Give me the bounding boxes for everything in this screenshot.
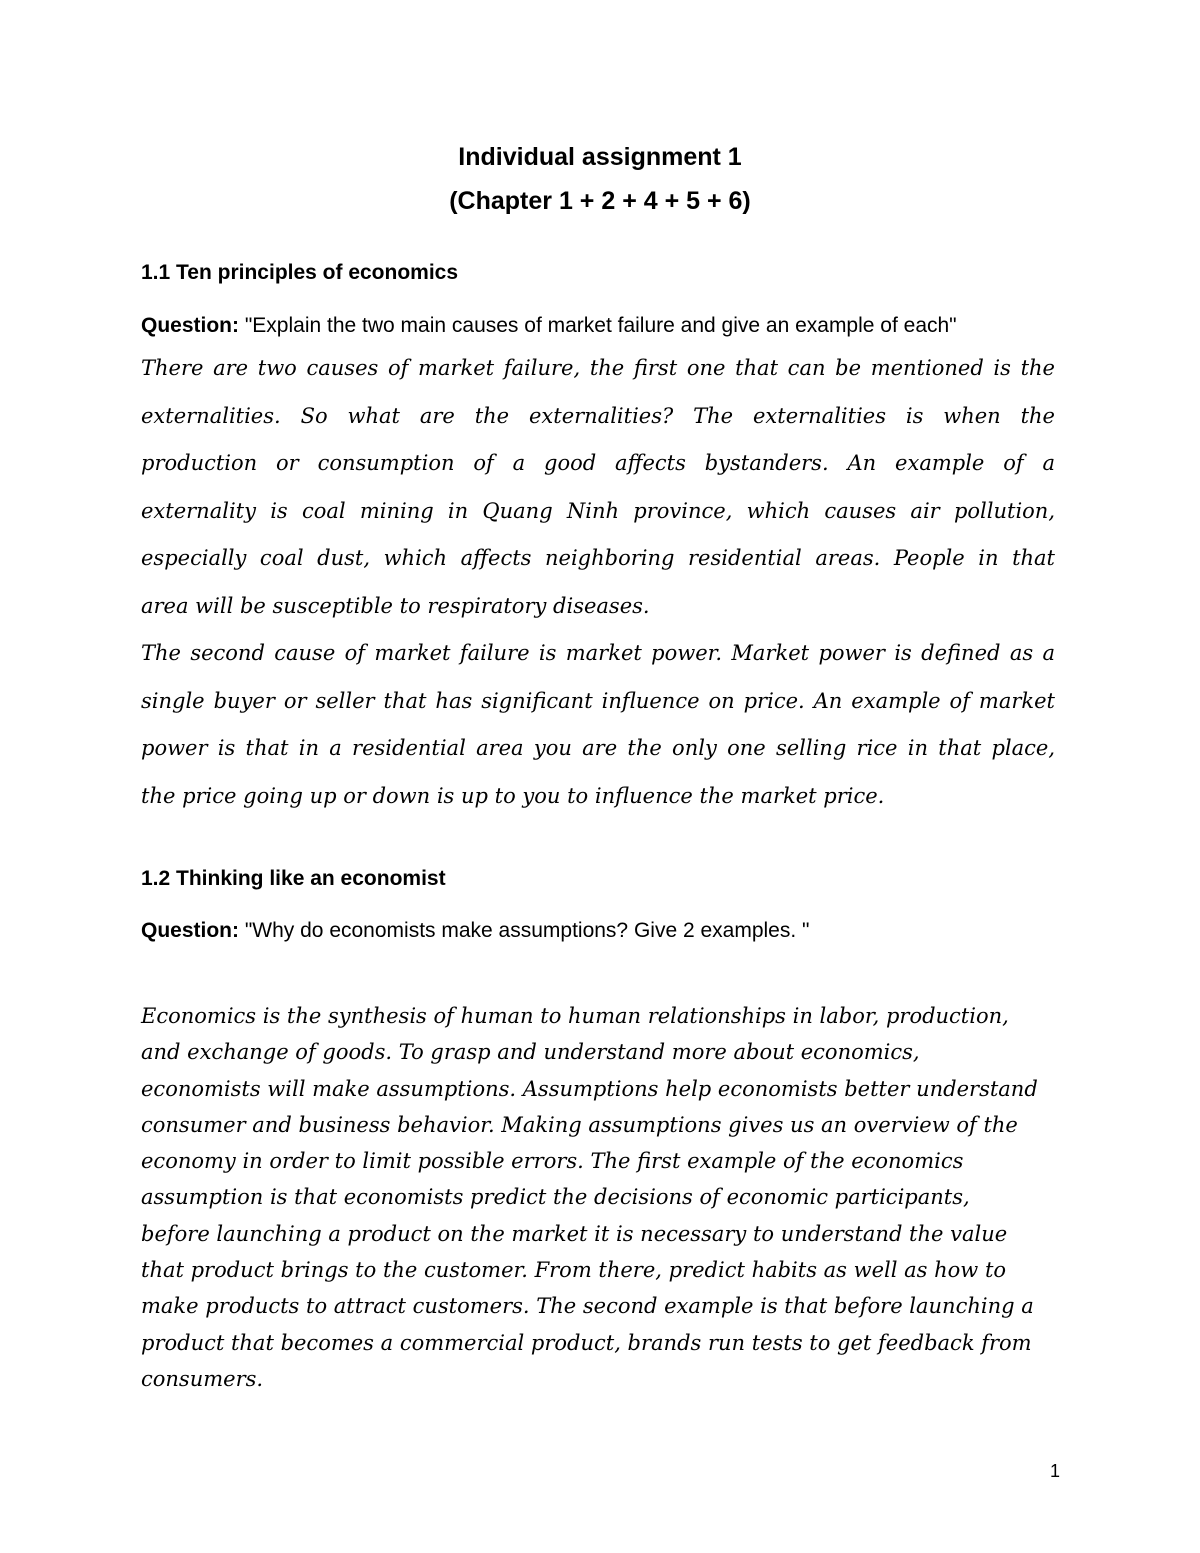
answer-line: area will be susceptible to respiratory diseases. <box>141 593 650 618</box>
question-text: "Explain the two main causes of market failure and give an example of each" <box>239 314 957 337</box>
answer-1-2 <box>141 998 1055 1397</box>
answer-line: production or consumption of a good affects bystanders. An example of a <box>141 451 1055 475</box>
section-heading-1-2: 1.2 Thinking like an economist <box>141 867 446 890</box>
answer-line: consumer and business behavior. Making assumptions gives us an overview of the <box>141 1112 1018 1137</box>
answer-line: especially coal dust, which affects neighboring residential areas. People in that <box>141 546 1055 570</box>
answer-line: externalities. So what are the externalities? The externalities is when the <box>141 403 1055 428</box>
answer-line: economists will make assumptions. Assumptions help economists better understand <box>141 1076 1038 1101</box>
document-subtitle: (Chapter 1 + 2 + 4 + 5 + 6) <box>449 187 751 215</box>
page-number: 1 <box>1049 1461 1060 1481</box>
answer-line: the price going up or down is up to you to influence the market price. <box>141 783 885 808</box>
answer-line: The second cause of market failure is market power. Market power is defined as a <box>141 641 1055 665</box>
document-title: Individual assignment 1 <box>458 143 742 171</box>
answer-line: and exchange of goods. To grasp and understand more about economics, <box>141 1040 920 1065</box>
answer-1-1 <box>141 345 1055 820</box>
answer-line: economy in order to limit possible errors. The first example of the economics <box>141 1149 964 1174</box>
answer-line: make products to attract customers. The second example is that before launching a <box>141 1294 1034 1319</box>
answer-line: product that becomes a commercial product, brands run tests to get feedback from <box>141 1330 1032 1355</box>
question-1-1 <box>141 313 957 339</box>
answer-line: power is that in a residential area you are the only one selling rice in that place, <box>141 736 1055 760</box>
answer-line: consumers. <box>141 1366 264 1391</box>
question-text: "Why do economists make assumptions? Give 2 examples. " <box>239 919 810 942</box>
answer-line: before launching a product on the market it is necessary to understand the value <box>141 1221 1008 1246</box>
question-label: Question: <box>141 919 239 942</box>
answer-line: single buyer or seller that has significant influence on price. An example of market <box>141 688 1055 713</box>
answer-line: There are two causes of market failure, the first one that can be mentioned is the <box>141 356 1055 380</box>
question-label: Question: <box>141 314 239 337</box>
section-heading-1-1: 1.1 Ten principles of economics <box>141 261 459 284</box>
answer-line: externality is coal mining in Quang Ninh province, which causes air pollution, <box>141 498 1055 523</box>
answer-line: assumption is that economists predict the decisions of economic participants, <box>141 1185 970 1210</box>
answer-line: Economics is the synthesis of human to human relationships in labor, production, <box>141 1004 1009 1028</box>
answer-line: that product brings to the customer. From there, predict habits as well as how to <box>141 1258 1007 1283</box>
question-1-2 <box>141 918 809 944</box>
